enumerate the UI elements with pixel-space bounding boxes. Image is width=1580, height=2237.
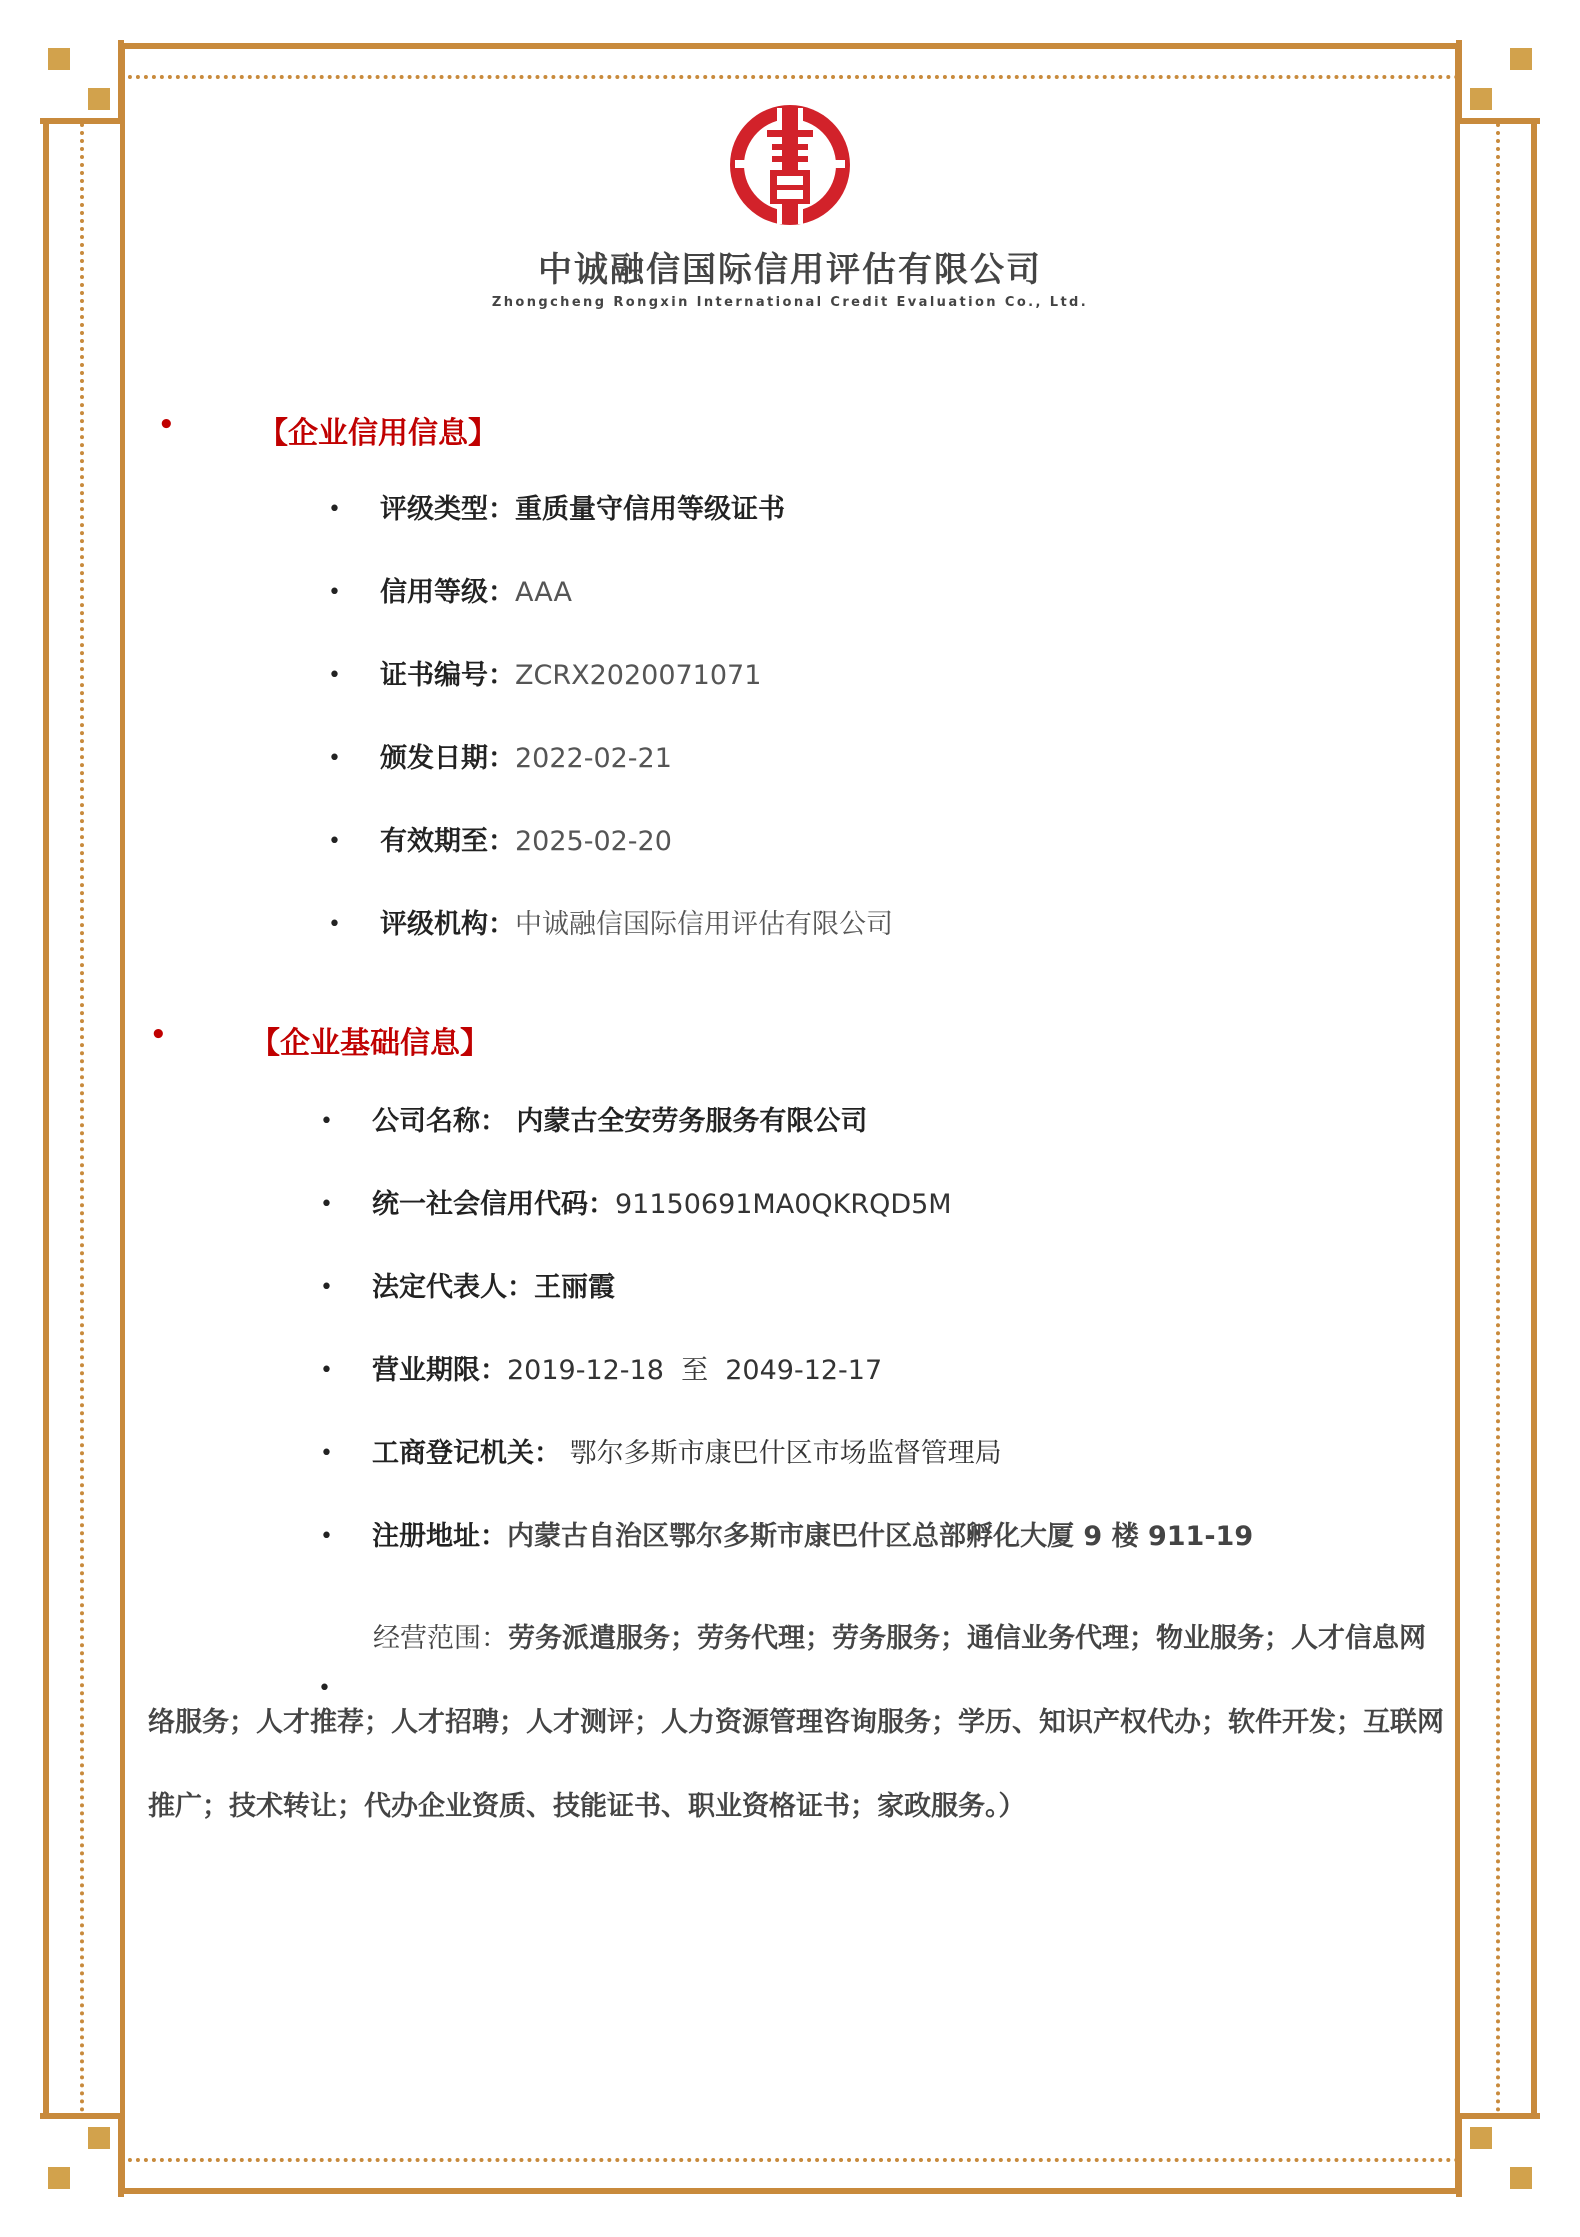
bullet-icon: • xyxy=(328,497,341,522)
corner-square-ornament xyxy=(88,2127,110,2149)
item-label: 工商登记机关： xyxy=(372,1438,561,1469)
bullet-icon: • xyxy=(328,663,341,688)
basic-item-business-term xyxy=(320,1351,883,1391)
item-label: 评级类型： xyxy=(380,494,515,525)
business-scope xyxy=(148,1597,1448,1849)
bullet-icon: • xyxy=(150,1020,167,1050)
corner-square-ornament xyxy=(48,2167,70,2189)
credit-item-credit-level xyxy=(328,573,572,613)
item-value: 中诚融信国际信用评估有限公司 xyxy=(515,909,893,940)
bullet-icon: • xyxy=(320,1524,333,1549)
section-title-text: 【企业基础信息】 xyxy=(250,1026,490,1061)
item-label: 营业期限： xyxy=(372,1355,507,1386)
item-value: AAA xyxy=(515,577,572,608)
item-value: 内蒙古全安劳务服务有限公司 xyxy=(507,1106,868,1137)
corner-square-ornament xyxy=(1470,2127,1492,2149)
credit-item-rating-type xyxy=(328,490,785,530)
bullet-icon: • xyxy=(158,410,175,440)
item-value: 鄂尔多斯市康巴什区市场监督管理局 xyxy=(561,1438,1002,1469)
corner-square-ornament xyxy=(48,48,70,70)
bullet-icon: • xyxy=(328,580,341,605)
basic-item-registered-address xyxy=(320,1517,1254,1557)
section-title-credit xyxy=(158,408,498,452)
bullet-icon: • xyxy=(328,829,341,854)
credit-item-issue-date xyxy=(328,739,672,779)
bullet-icon: • xyxy=(320,1441,333,1466)
item-label: 有效期至： xyxy=(380,826,515,857)
credit-item-certificate-number xyxy=(328,656,762,696)
credit-item-valid-until xyxy=(328,822,672,862)
item-label: 法定代表人： xyxy=(372,1272,534,1303)
basic-item-company-name xyxy=(320,1102,868,1142)
basic-item-legal-rep xyxy=(320,1268,615,1308)
item-value: 2025-02-20 xyxy=(515,826,672,857)
item-value: 内蒙古自治区鄂尔多斯市康巴什区总部孵化大厦 9 楼 911-19 xyxy=(507,1521,1254,1552)
logo-company-name-cn: 中诚融信国际信用评估有限公司 xyxy=(538,250,1042,290)
scope-text: 劳务派遣服务；劳务代理；劳务服务；通信业务代理；物业服务；人才信息网络服务；人才推荐；人才招聘；人才测评；人力资源管理咨询服务；学历、知识产权代办；软件开发；互联网推广；技术转让；代办企业资质、技能证书、职业资格证书；家政服务。） xyxy=(148,1623,1444,1822)
item-label: 注册地址： xyxy=(372,1521,507,1552)
item-value: 91150691MA0QKRQD5M xyxy=(615,1189,952,1220)
item-label: 证书编号： xyxy=(380,660,515,691)
item-label: 评级机构： xyxy=(380,909,515,940)
item-label: 统一社会信用代码： xyxy=(372,1189,615,1220)
item-value: 重质量守信用等级证书 xyxy=(515,494,785,525)
bullet-icon: • xyxy=(320,1275,333,1300)
bullet-icon: • xyxy=(328,912,341,937)
item-value: ZCRX2020071071 xyxy=(515,660,762,691)
item-label: 信用等级： xyxy=(380,577,515,608)
corner-square-ornament xyxy=(1510,48,1532,70)
basic-item-registration-authority xyxy=(320,1434,1002,1474)
logo-company-name-en: Zhongcheng Rongxin International Credit Evaluation Co., Ltd. xyxy=(491,295,1089,310)
section-title-basic xyxy=(150,1018,490,1062)
bullet-icon: • xyxy=(320,1192,333,1217)
basic-item-credit-code xyxy=(320,1185,952,1225)
corner-square-ornament xyxy=(1510,2167,1532,2189)
bullet-icon: • xyxy=(320,1109,333,1134)
item-value: 王丽霞 xyxy=(534,1272,615,1303)
bullet-icon: • xyxy=(320,1358,333,1383)
item-label: 颁发日期： xyxy=(380,743,515,774)
item-value: 2019-12-18 至 2049-12-17 xyxy=(507,1355,883,1386)
bullet-icon: • xyxy=(318,1676,331,1701)
bullet-icon: • xyxy=(328,746,341,771)
section-title-text: 【企业信用信息】 xyxy=(258,416,498,451)
company-logo xyxy=(0,100,1580,310)
scope-label: 经营范围： xyxy=(373,1623,508,1654)
item-label: 公司名称： xyxy=(372,1106,507,1137)
item-value: 2022-02-21 xyxy=(515,743,672,774)
credit-seal-icon xyxy=(715,100,865,230)
credit-item-rating-agency xyxy=(328,905,893,945)
